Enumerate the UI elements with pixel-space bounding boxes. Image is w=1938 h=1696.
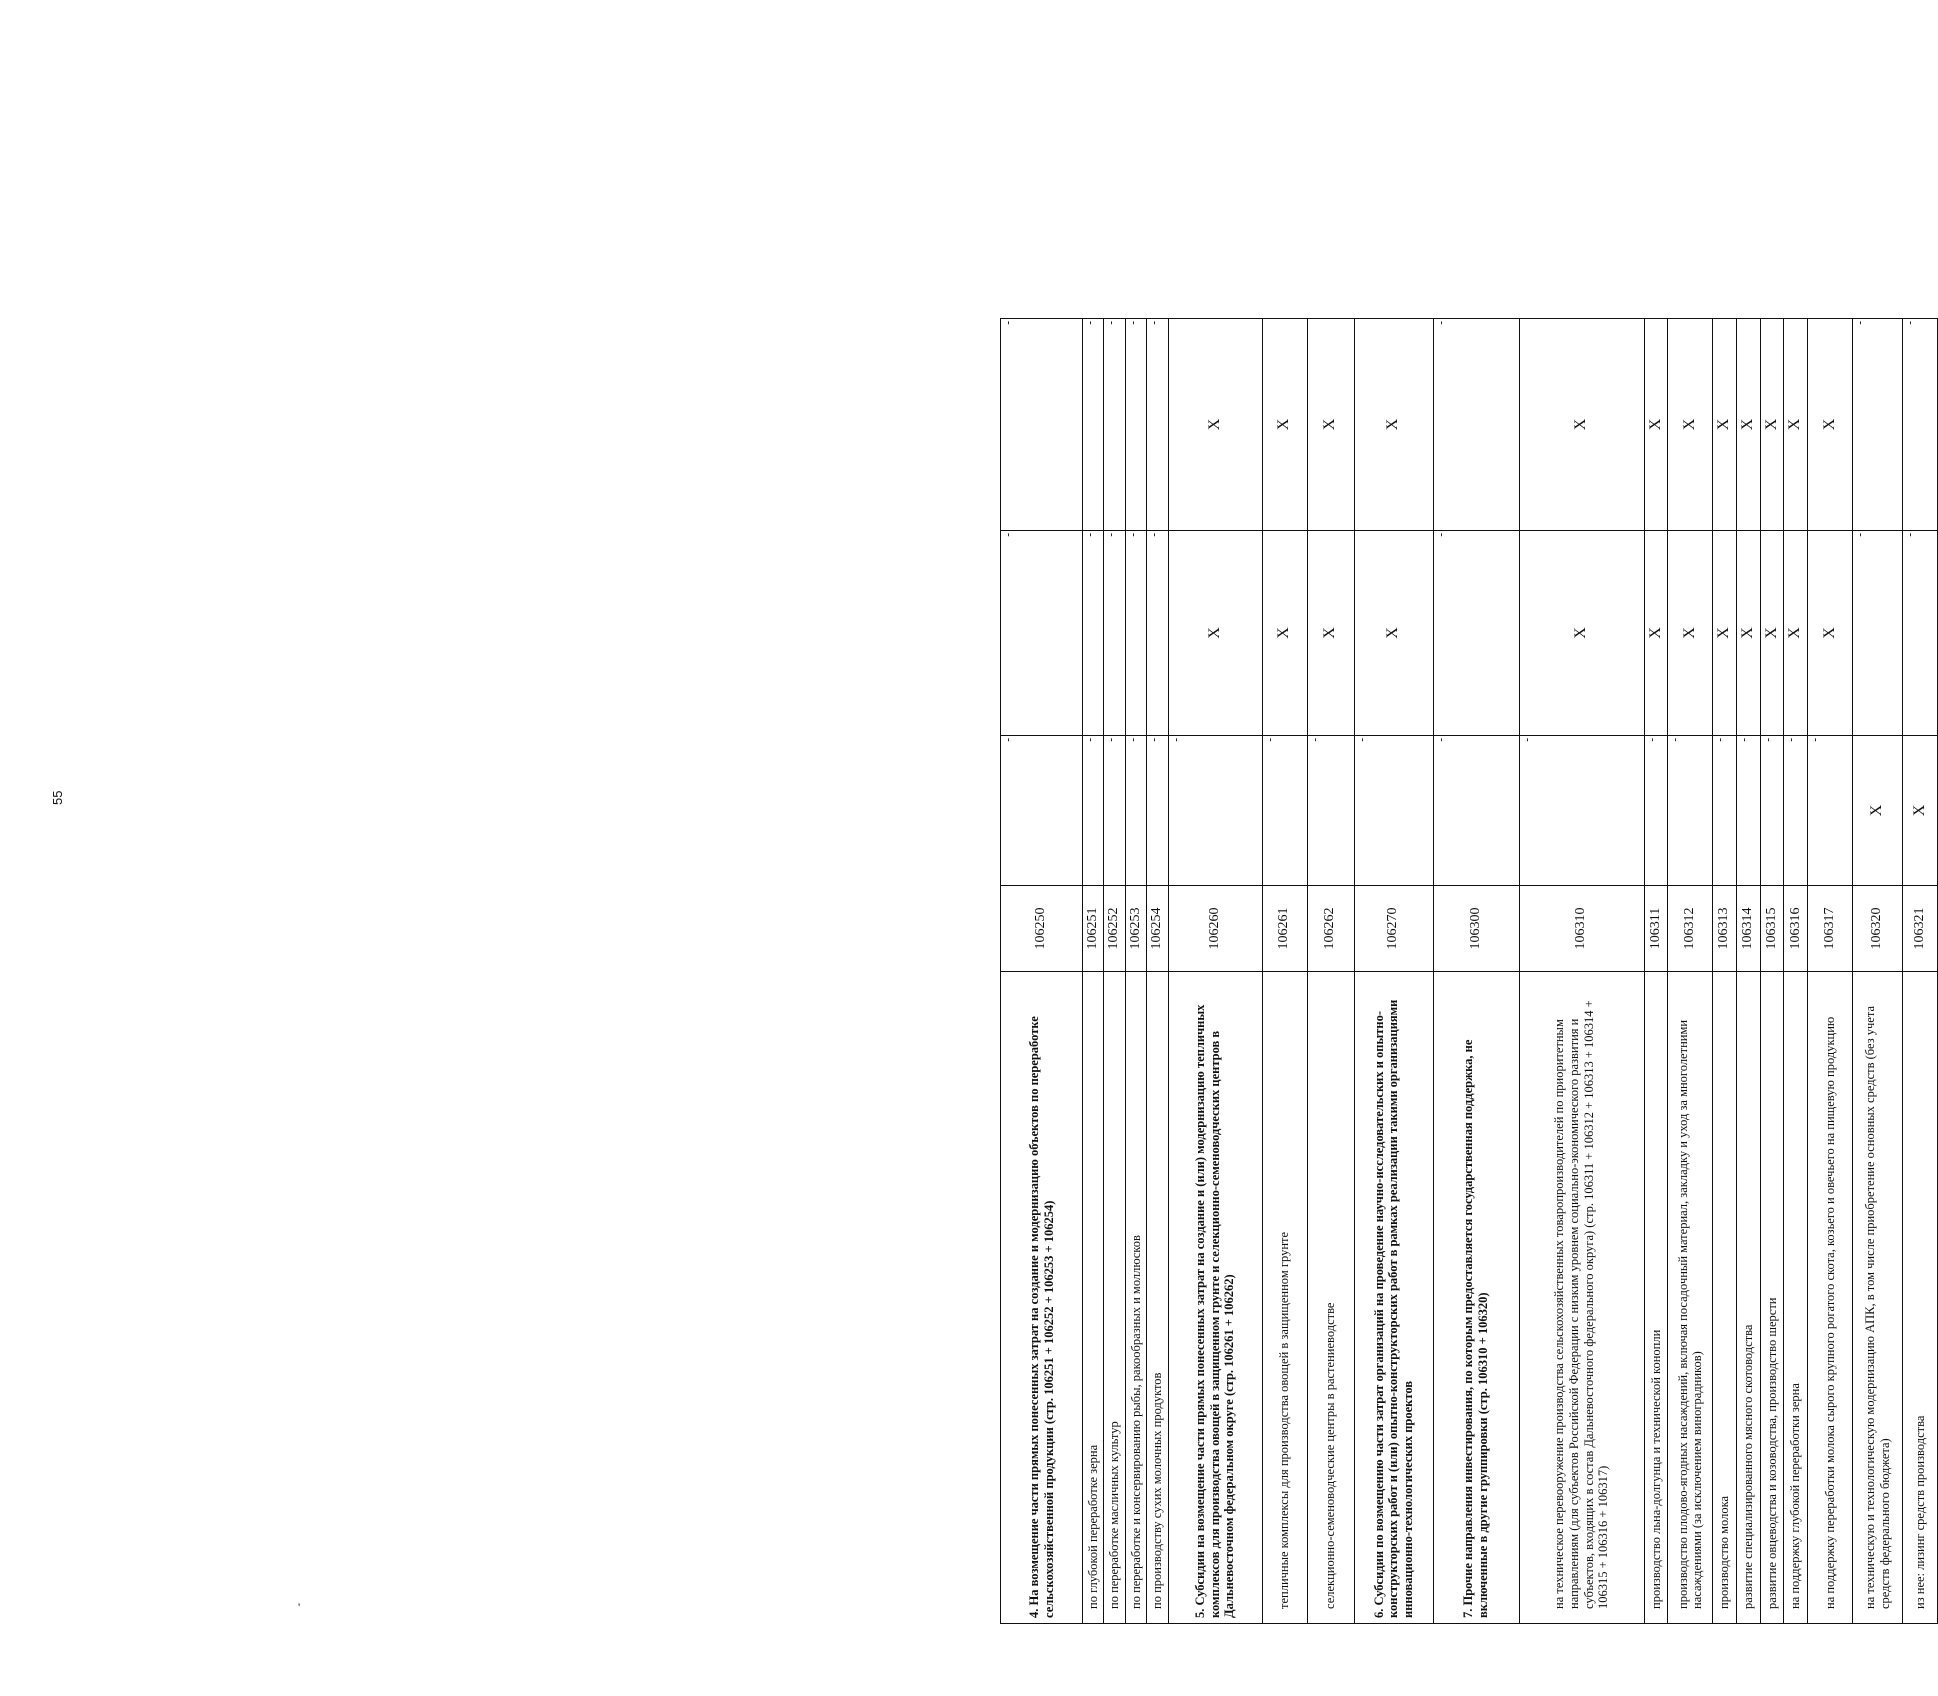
- row-code: 106300: [1433, 886, 1519, 972]
- table-row: [1668, 319, 1713, 1624]
- cell-dash: -: [1169, 738, 1182, 742]
- value-cell-col-3: [1736, 319, 1760, 531]
- cell-mark: X: [1715, 627, 1733, 639]
- cell-mark: X: [1275, 627, 1293, 639]
- value-cell-col-3: [1262, 319, 1307, 531]
- value-cell-col-3: [1104, 319, 1125, 531]
- cell-mark: X: [1572, 627, 1590, 639]
- row-code: 106253: [1125, 886, 1146, 972]
- table-row: [1083, 319, 1104, 1624]
- table-row: [1519, 319, 1644, 1624]
- table-row: [1354, 319, 1433, 1624]
- cell-mark: X: [1680, 418, 1698, 431]
- cell-dash: -: [1434, 321, 1447, 325]
- value-cell-col-1: [1903, 736, 1938, 886]
- value-cell-col-1: [1713, 736, 1737, 886]
- row-code: 106251: [1083, 886, 1104, 972]
- value-cell-col-1: [1262, 736, 1307, 886]
- investment-subsidies-table: [1000, 318, 1938, 1624]
- cell-dash: -: [1105, 533, 1118, 537]
- table-row: [1784, 319, 1808, 1624]
- value-cell-col-1: [1104, 736, 1125, 886]
- cell-dash: -: [1148, 738, 1161, 742]
- cell-dash: -: [1520, 738, 1533, 742]
- row-description: на техническое перевооружение производства сельскохозяйственных товаропроизводителей по приоритетным направлениям (для субъектов Российской Федерации с низким уровнем социально-экономического развития и субъектов, входящих в состав Дальневосточного федерального округа) (стр. 106311 + 106312 + 106313 + 106314 + 106315 + 106316 + 106317): [1519, 972, 1644, 1624]
- cell-mark: X: [1738, 627, 1756, 639]
- row-description: производство молока: [1713, 972, 1737, 1624]
- table-row: [1147, 319, 1168, 1624]
- row-code: 106321: [1903, 886, 1938, 972]
- value-cell-col-2: [1001, 531, 1083, 736]
- value-cell-col-1: [1519, 736, 1644, 886]
- value-cell-col-1: [1125, 736, 1146, 886]
- value-cell-col-1: [1433, 736, 1519, 886]
- cell-dash: -: [1002, 321, 1014, 325]
- row-code: 106314: [1736, 886, 1760, 972]
- cell-mark: X: [1646, 627, 1664, 639]
- cell-dash: -: [1761, 738, 1774, 742]
- row-description: 5. Субсидии на возмещение части прямых понесенных затрат на создание и (или) модернизацию тепличных комплексов для производства овощей в защищенном грунте и селекционно-семеноводческих центров в Дальневосточном федеральном округе (стр. 106261 + 106262): [1168, 972, 1262, 1624]
- cell-dash: -: [1126, 533, 1139, 537]
- value-cell-col-1: [1808, 736, 1853, 886]
- table-row: [1104, 319, 1125, 1624]
- cell-mark: X: [1868, 804, 1886, 817]
- value-cell-col-1: [1001, 736, 1083, 886]
- row-description: по переработке и консервированию рыбы, ракообразных и моллюсков: [1125, 972, 1146, 1624]
- row-code: 106250: [1001, 886, 1083, 972]
- cell-dash: -: [1434, 738, 1447, 742]
- value-cell-col-3: [1760, 319, 1784, 531]
- value-cell-col-1: [1853, 736, 1903, 886]
- value-cell-col-3: [1125, 319, 1146, 531]
- page-number: 55: [50, 790, 65, 805]
- row-code: 106310: [1519, 886, 1644, 972]
- row-code: 106311: [1644, 886, 1668, 972]
- cell-dash: -: [1084, 533, 1096, 537]
- table-row: [1808, 319, 1853, 1624]
- cell-dash: -: [1645, 738, 1658, 742]
- cell-mark: X: [1646, 418, 1664, 431]
- cell-dash: -: [1148, 321, 1161, 325]
- value-cell-col-1: [1668, 736, 1713, 886]
- value-cell-col-2: [1903, 531, 1938, 736]
- cell-mark: X: [1321, 627, 1339, 639]
- value-cell-col-3: [1519, 319, 1644, 531]
- cell-dash: -: [1785, 738, 1798, 742]
- row-code: 106262: [1307, 886, 1354, 972]
- row-description: 7. Прочие направления инвестирования, по которым предоставляется государственная поддержка, не включенные в другие группировки (стр. 106310 + 106320): [1433, 972, 1519, 1624]
- cell-mark: X: [1205, 627, 1223, 639]
- cell-dash: -: [1126, 321, 1139, 325]
- value-cell-col-2: [1433, 531, 1519, 736]
- stray-mark: ': [298, 1600, 301, 1614]
- value-cell-col-2: [1354, 531, 1433, 736]
- cell-mark: X: [1910, 804, 1928, 817]
- value-cell-col-3: [1433, 319, 1519, 531]
- cell-mark: X: [1786, 418, 1804, 431]
- value-cell-col-3: [1147, 319, 1168, 531]
- row-description: производство льна-долгунца и технической конопли: [1644, 972, 1668, 1624]
- cell-dash: -: [1714, 738, 1727, 742]
- cell-dash: -: [1084, 321, 1096, 325]
- row-code: 106270: [1354, 886, 1433, 972]
- value-cell-col-2: [1668, 531, 1713, 736]
- row-description: по производству сухих молочных продуктов: [1147, 972, 1168, 1624]
- table-row: [1262, 319, 1307, 1624]
- cell-dash: -: [1308, 738, 1321, 742]
- cell-mark: X: [1572, 418, 1590, 431]
- value-cell-col-2: [1519, 531, 1644, 736]
- value-cell-col-2: [1125, 531, 1146, 736]
- value-cell-col-3: [1168, 319, 1262, 531]
- value-cell-col-1: [1354, 736, 1433, 886]
- value-cell-col-3: [1903, 319, 1938, 531]
- value-cell-col-2: [1147, 531, 1168, 736]
- table-row: [1760, 319, 1784, 1624]
- value-cell-col-1: [1147, 736, 1168, 886]
- table-row: [1903, 319, 1938, 1624]
- cell-mark: X: [1820, 627, 1838, 639]
- table-row: [1168, 319, 1262, 1624]
- cell-mark: X: [1275, 418, 1293, 431]
- cell-dash: -: [1084, 738, 1096, 742]
- value-cell-col-3: [1668, 319, 1713, 531]
- table-row: [1001, 319, 1083, 1624]
- value-cell-col-3: [1083, 319, 1104, 531]
- cell-mark: X: [1680, 627, 1698, 639]
- cell-dash: -: [1148, 533, 1161, 537]
- rotated-table-container: [1000, 319, 1928, 1624]
- row-description: тепличные комплексы для производства овощей в защищенном грунте: [1262, 972, 1307, 1624]
- row-description: 4. На возмещение части прямых понесенных затрат на создание и модернизацию объектов по переработке сельскохозяйственной продукции (стр. 106251 + 106252 + 106253 + 106254): [1001, 972, 1083, 1624]
- value-cell-col-2: [1853, 531, 1903, 736]
- cell-dash: -: [1809, 738, 1822, 742]
- value-cell-col-2: [1307, 531, 1354, 736]
- row-code: 106317: [1808, 886, 1853, 972]
- table-row: [1644, 319, 1668, 1624]
- cell-dash: -: [1105, 321, 1118, 325]
- cell-dash: -: [1669, 738, 1682, 742]
- value-cell-col-3: [1713, 319, 1737, 531]
- table-row: [1713, 319, 1737, 1624]
- cell-mark: X: [1715, 418, 1733, 431]
- row-code: 106316: [1784, 886, 1808, 972]
- row-description: производство плодово-ягодных насаждений, включая посадочный материал, закладку и уход за многолетними насаждениями (за исключением виноградников): [1668, 972, 1713, 1624]
- cell-mark: X: [1384, 627, 1402, 639]
- cell-dash: -: [1126, 738, 1139, 742]
- value-cell-col-3: [1644, 319, 1668, 531]
- value-cell-col-3: [1001, 319, 1083, 531]
- value-cell-col-2: [1262, 531, 1307, 736]
- value-cell-col-3: [1354, 319, 1433, 531]
- value-cell-col-1: [1760, 736, 1784, 886]
- row-description: развитие специализированного мясного скотоводства: [1736, 972, 1760, 1624]
- value-cell-col-2: [1104, 531, 1125, 736]
- row-description: развитие овцеводства и козоводства, производство шерсти: [1760, 972, 1784, 1624]
- value-cell-col-1: [1307, 736, 1354, 886]
- cell-dash: -: [1263, 738, 1276, 742]
- row-description: селекционно-семеноводческие центры в растениеводстве: [1307, 972, 1354, 1624]
- value-cell-col-3: [1307, 319, 1354, 531]
- value-cell-col-3: [1853, 319, 1903, 531]
- value-cell-col-2: [1808, 531, 1853, 736]
- value-cell-col-2: [1736, 531, 1760, 736]
- row-description: 6. Субсидии по возмещению части затрат организаций на проведение научно-исследовательских и опытно-конструкторских работ и (или) опытно-конструкторских работ в рамках реализации такими организациями инновационно-технологических проектов: [1354, 972, 1433, 1624]
- value-cell-col-3: [1784, 319, 1808, 531]
- cell-dash: -: [1002, 738, 1014, 742]
- cell-mark: X: [1205, 418, 1223, 431]
- row-code: 106261: [1262, 886, 1307, 972]
- cell-dash: -: [1904, 533, 1917, 537]
- value-cell-col-1: [1644, 736, 1668, 886]
- value-cell-col-3: [1808, 319, 1853, 531]
- table-row: [1853, 319, 1903, 1624]
- table-row: [1433, 319, 1519, 1624]
- cell-mark: X: [1762, 418, 1780, 431]
- value-cell-col-2: [1760, 531, 1784, 736]
- value-cell-col-1: [1736, 736, 1760, 886]
- value-cell-col-2: [1644, 531, 1668, 736]
- cell-mark: X: [1384, 418, 1402, 431]
- row-description: по переработке масличных культур: [1104, 972, 1125, 1624]
- value-cell-col-2: [1713, 531, 1737, 736]
- value-cell-col-2: [1784, 531, 1808, 736]
- row-code: 106313: [1713, 886, 1737, 972]
- row-description: на поддержку переработки молока сырого крупного рогатого скота, козьего и овечьего на пищевую продукцию: [1808, 972, 1853, 1624]
- cell-dash: -: [1105, 738, 1118, 742]
- value-cell-col-2: [1083, 531, 1104, 736]
- row-code: 106320: [1853, 886, 1903, 972]
- cell-dash: -: [1434, 533, 1447, 537]
- table-row: [1307, 319, 1354, 1624]
- cell-mark: X: [1321, 418, 1339, 431]
- row-code: 106252: [1104, 886, 1125, 972]
- cell-dash: -: [1904, 321, 1917, 325]
- cell-dash: -: [1355, 738, 1368, 742]
- row-description: из нее: лизинг средств производства: [1903, 972, 1938, 1624]
- cell-mark: X: [1786, 627, 1804, 639]
- cell-dash: -: [1002, 533, 1014, 537]
- row-code: 106315: [1760, 886, 1784, 972]
- row-code: 106254: [1147, 886, 1168, 972]
- cell-dash: -: [1737, 738, 1750, 742]
- cell-dash: -: [1854, 321, 1867, 325]
- table-row: [1125, 319, 1146, 1624]
- row-code: 106260: [1168, 886, 1262, 972]
- cell-mark: X: [1820, 418, 1838, 431]
- value-cell-col-1: [1784, 736, 1808, 886]
- row-description: на поддержку глубокой переработки зерна: [1784, 972, 1808, 1624]
- row-description: по глубокой переработке зерна: [1083, 972, 1104, 1624]
- row-code: 106312: [1668, 886, 1713, 972]
- value-cell-col-2: [1168, 531, 1262, 736]
- cell-dash: -: [1854, 533, 1867, 537]
- row-description: на техническую и технологическую модернизацию АПК, в том числе приобретение основных средств (без учета средств федерального бюджета): [1853, 972, 1903, 1624]
- value-cell-col-1: [1168, 736, 1262, 886]
- value-cell-col-1: [1083, 736, 1104, 886]
- table-row: [1736, 319, 1760, 1624]
- cell-mark: X: [1762, 627, 1780, 639]
- cell-mark: X: [1738, 418, 1756, 431]
